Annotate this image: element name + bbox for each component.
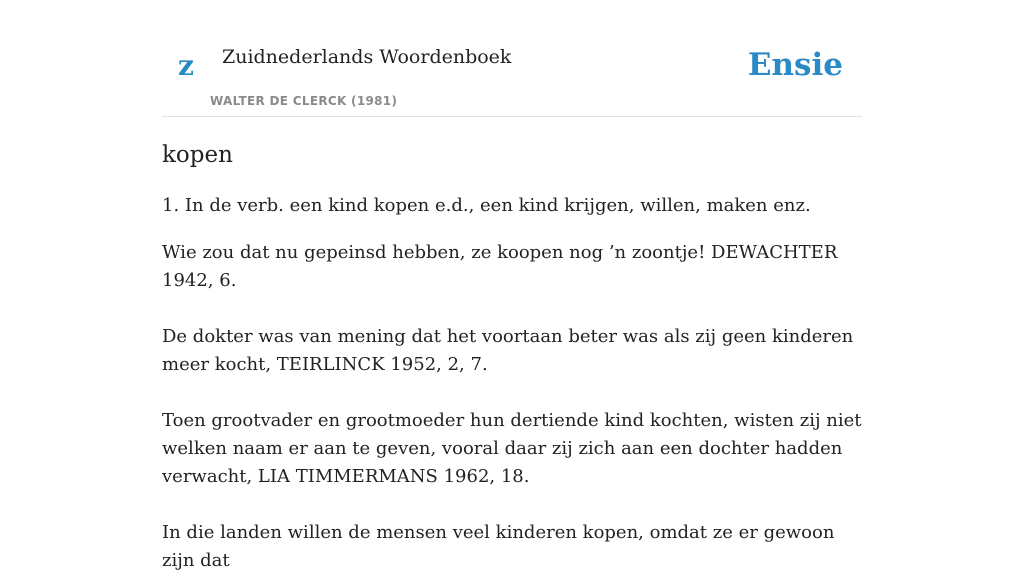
entry-content: [162, 138, 862, 575]
entry-headword: kopen: [162, 142, 233, 168]
entry-sense: 1. In de verb. een kind kopen e.d., een kind krijgen, willen, maken enz.: [162, 195, 811, 216]
dictionary-header: [162, 0, 862, 117]
dictionary-title[interactable]: Zuidnederlands Woordenboek: [222, 46, 512, 68]
dictionary-author: WALTER DE CLERCK (1981): [210, 94, 398, 108]
ensie-logo-link[interactable]: Ensie: [747, 47, 843, 83]
dictionary-logo-link[interactable]: z: [178, 49, 194, 82]
entry-quote: Wie zou dat nu gepeinsd hebben, ze koopen nog ’n zoontje! DEWACHTER 1942, 6.: [162, 242, 838, 291]
entry-quote: In die landen willen de mensen veel kinderen kopen, omdat ze er gewoon zijn dat: [162, 522, 835, 571]
entry-quote: Toen grootvader en grootmoeder hun dertiende kind kochten, wisten zij niet welken naam er aan te geven, vooral daar zij zich aan een dochter hadden verwacht, LIA TIMMERMANS 1962, 18.: [162, 410, 862, 487]
entry-quote: De dokter was van mening dat het voortaan beter was als zij geen kinderen meer kocht, TEIRLINCK 1952, 2, 7.: [162, 326, 854, 375]
